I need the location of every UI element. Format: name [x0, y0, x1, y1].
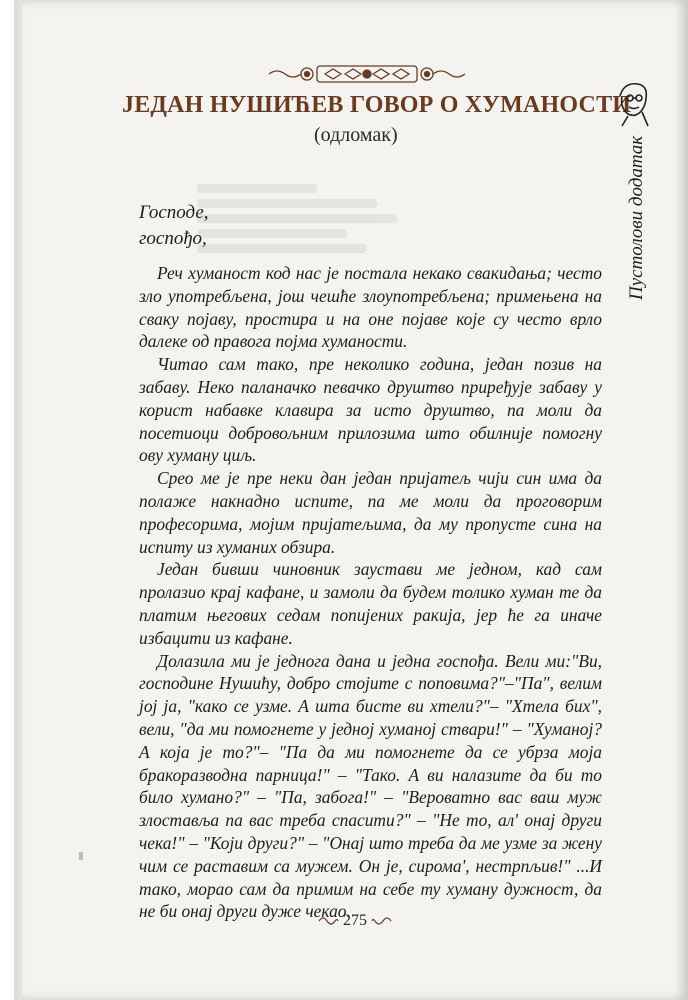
show-through-text [197, 178, 397, 268]
book-page [22, 0, 688, 1000]
page-number: 275 [343, 912, 367, 929]
paragraph: Реч хуманост код нас је постала некако свакидања; често зло употребљена, још чешће злоупотребљена; примењена на сваку појаву, простира и на оне појаве које су често врло далеке од правога појма хуманости. [139, 263, 602, 352]
floral-curl-icon [317, 914, 339, 928]
author-portrait-icon [612, 78, 654, 128]
margin-mark [79, 852, 83, 860]
paragraph: Један бивши чиновник заустави ме једном, кад сам пролазио крај кафане, и замоли да будем толико хуман те да платим његових седам попијених ракија, јер ће га иначе избацити из кафане. [139, 559, 602, 648]
greeting [139, 200, 209, 252]
sidebar-section-label: Пустолови додатак [626, 135, 647, 300]
decorative-ornament-icon [267, 60, 467, 88]
speech-body [139, 262, 602, 923]
paragraph: Читао сам тако, пре неколико година, један позив на забаву. Неко паланачко певачко друштво приређује забаву у корист набавке клавира за исто друштво, па моли да посетиоци добровољним прилозима што обилније помогну ову хуману циљ. [139, 354, 602, 466]
page-title: ЈЕДАН НУШИЋЕВ ГОВОР О ХУМАНОСТИ [122, 92, 632, 118]
paragraph: Срео ме је пре неки дан један пријатељ чији син има да полаже накнадно испите, па ме моли да проговорим професорима, мојим пријатељима, да му пропусте сина на испиту из хуманих обзира. [139, 468, 602, 557]
paragraph: Долазила ми је једнога дана и једна госпођа. Вели ми:"Ви, господине Нушићу, добро стојите с поповима?"–"Па", велим јој ја, "како се узме. А шта бисте ви хтели?"– "Хтела бих", вели, "да ми помогнете у једној хуманој ствари!" – "Хуманој? А која је то?"– "Па да ми помогнете да се убрза моја бракоразводна парница!" – "Тако. А ви налазите да би то било хумано?" – "Па, забога!" – "Вероватно вас ваш муж злоставља па вас треба спасити?" – "Не то, ал' онај други чека!" – "Који други?" – "Онај што треба да ме узме за жену чим се раставим са мужем. Он је, сирома', нестрпљив!" ...И тако, морао сам да примим на себе ту хуману дужност, да не би онај други дуже чекао. [139, 650, 602, 922]
greeting-line-1: Господе, [139, 202, 209, 223]
page-subtitle: (одломак) [314, 124, 398, 146]
page-footer [22, 912, 688, 930]
greeting-line-2: госпођо, [139, 228, 207, 249]
floral-curl-icon [371, 914, 393, 928]
